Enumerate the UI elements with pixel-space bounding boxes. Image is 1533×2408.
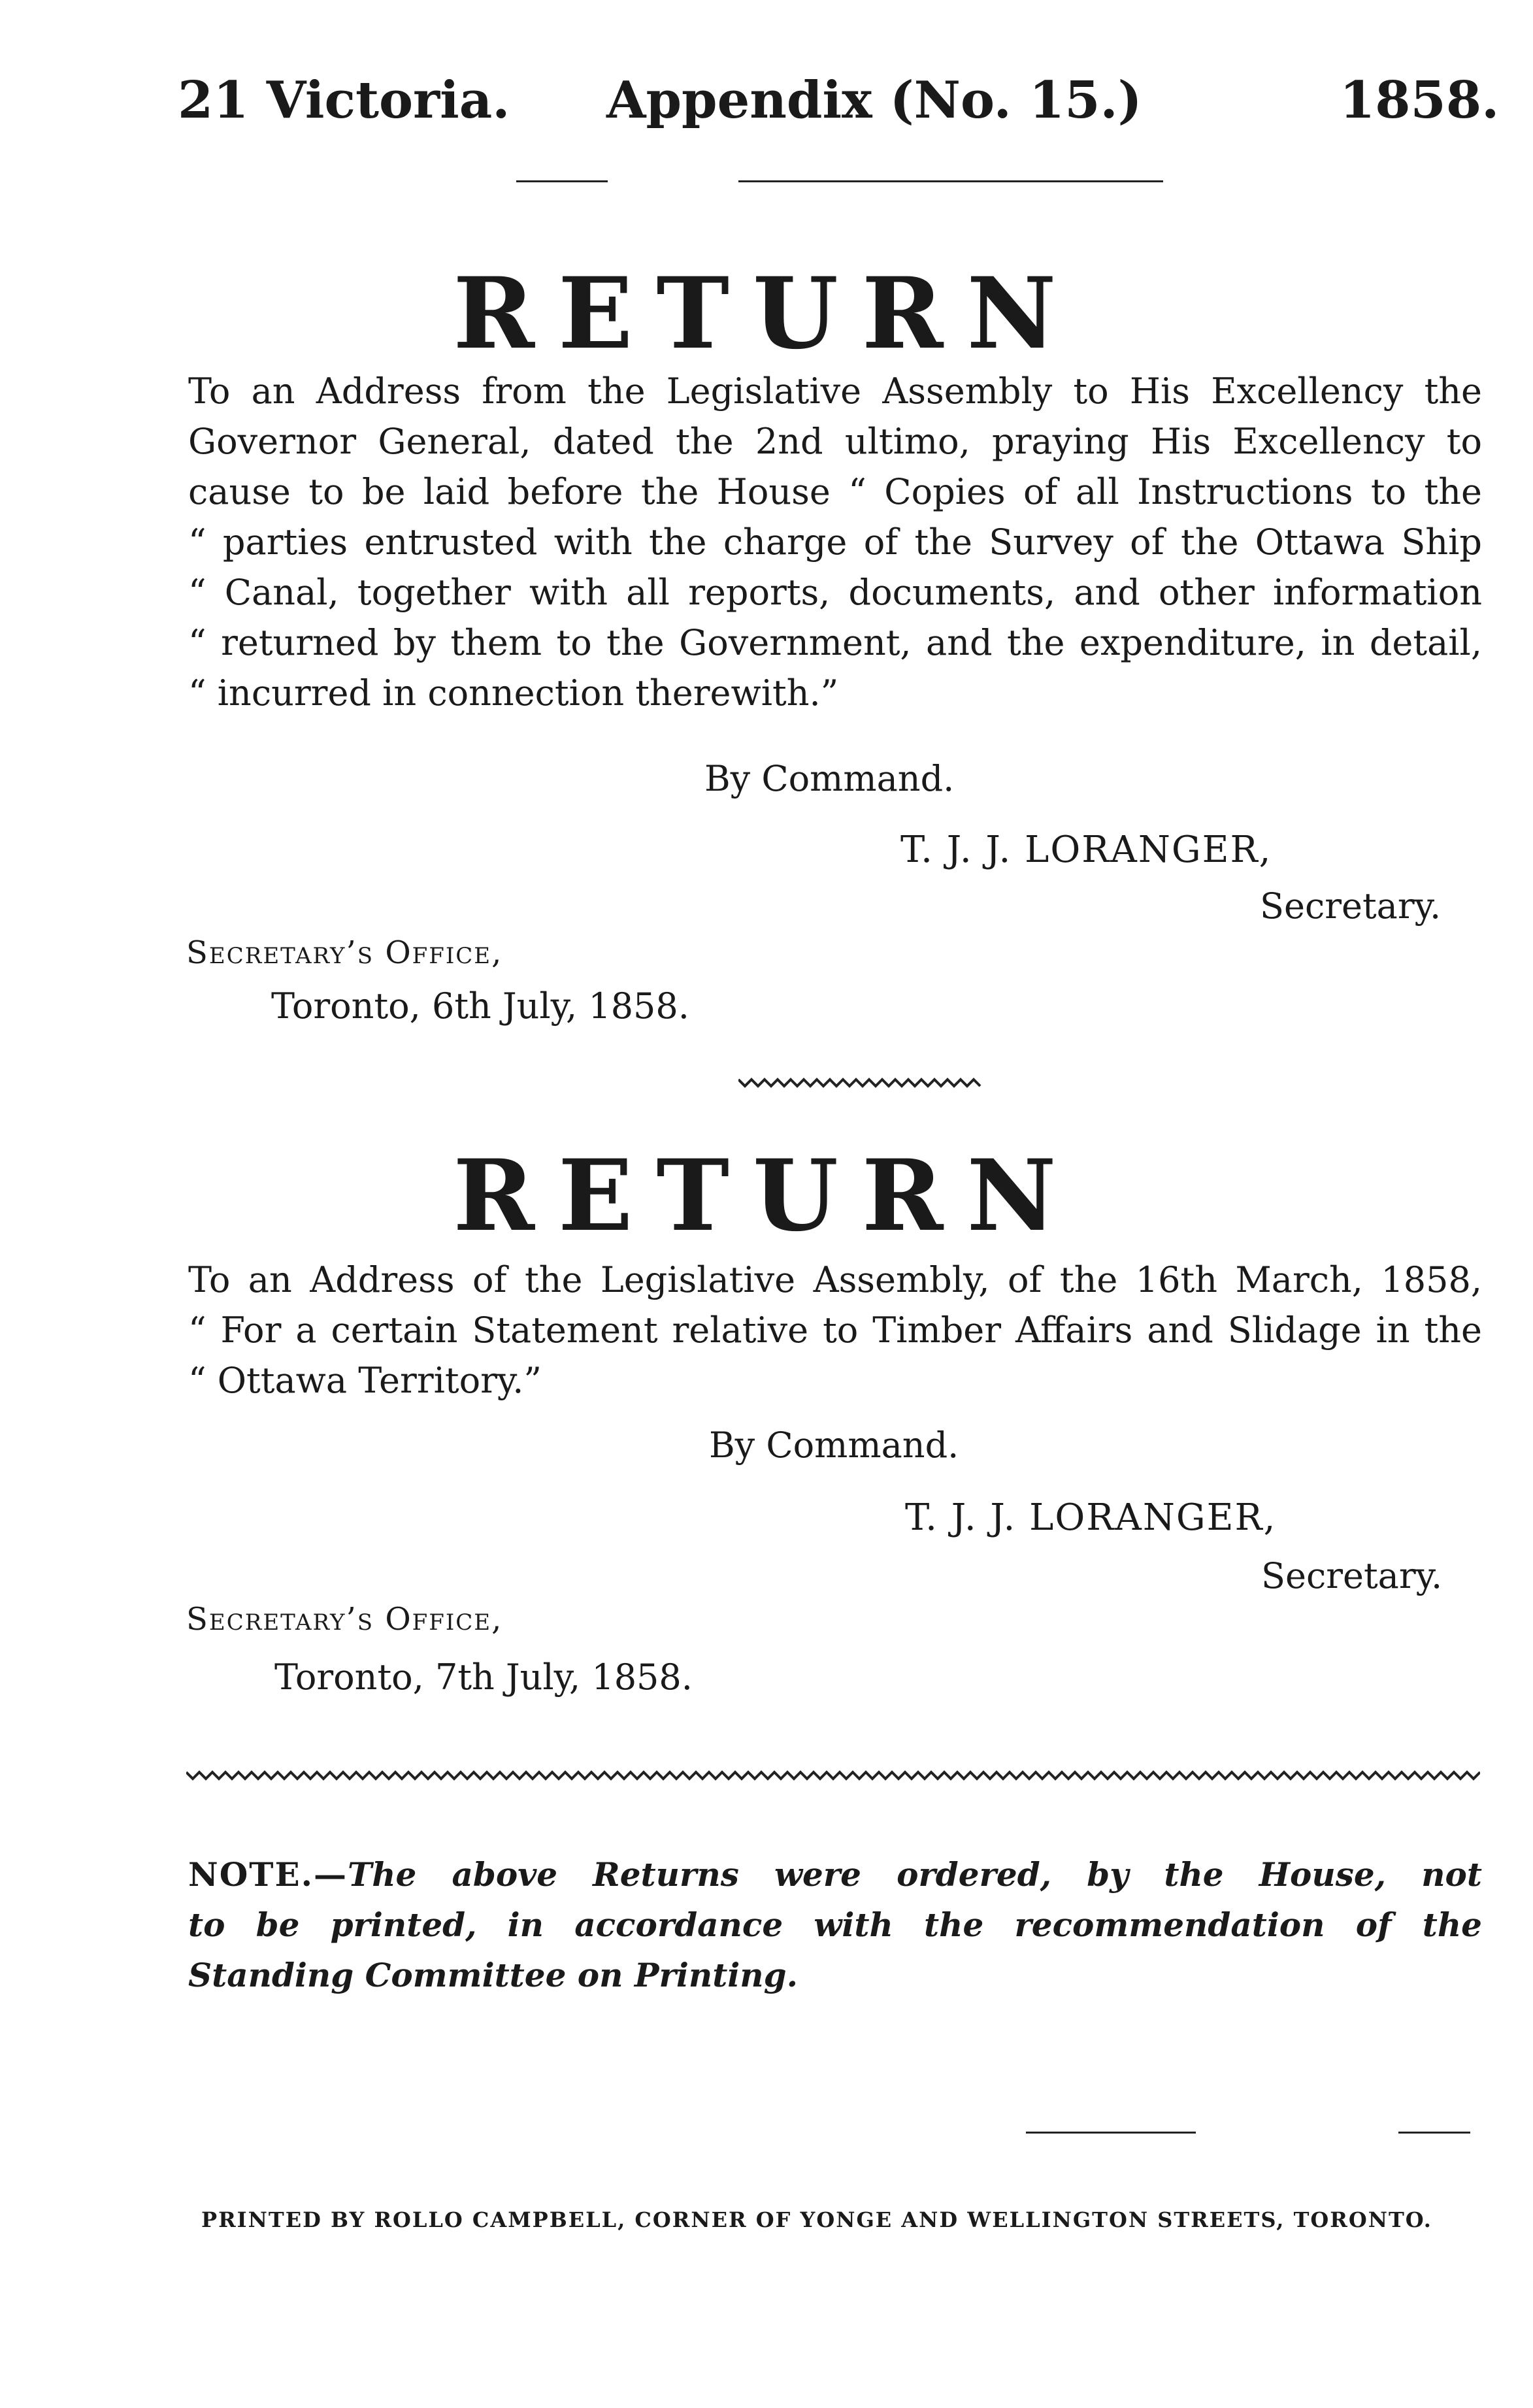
secretary-office: Secretary’s Office, — [186, 1601, 503, 1638]
wavy-ornament — [738, 1072, 987, 1091]
note-line: to be printed, in accordance with the recommendation of the — [188, 1905, 1482, 1944]
return-address-paragraph — [188, 366, 1482, 718]
note-line-text: The above Returns were ordered, by the House, not — [347, 1855, 1482, 1894]
paragraph-line: “ Canal, together with all reports, documents, and other information — [188, 572, 1482, 613]
return-title: RETURN — [453, 256, 1080, 371]
wavy-ornament-long — [186, 1764, 1480, 1784]
note-line: Standing Committee on Printing. — [188, 1956, 799, 1994]
signatory-title: Secretary. — [1261, 1555, 1443, 1596]
paragraph-line: Governor General, dated the 2nd ultimo, praying His Excellency to — [188, 421, 1482, 462]
signatory-title: Secretary. — [1260, 885, 1442, 927]
note-line — [188, 1849, 1482, 1900]
paragraph-line: cause to be laid before the House “ Copies of all Instructions to the — [188, 471, 1482, 512]
office-date: Toronto, 6th July, 1858. — [271, 985, 689, 1027]
header-year: 1858. — [1340, 71, 1500, 130]
secretary-office: Secretary’s Office, — [186, 934, 503, 971]
paragraph-line: “ For a certain Statement relative to Timber Affairs and Slidage in the — [188, 1310, 1482, 1351]
paragraph-line: To an Address of the Legislative Assembly, of the 16th March, 1858, — [188, 1259, 1482, 1300]
note-paragraph — [188, 1849, 1482, 2000]
by-command: By Command. — [704, 758, 955, 799]
signatory-name: T. J. J. LORANGER, — [905, 1496, 1277, 1539]
office-date: Toronto, 7th July, 1858. — [274, 1657, 693, 1698]
return-title: RETURN — [453, 1138, 1080, 1253]
by-command: By Command. — [709, 1425, 959, 1466]
note-lead: NOTE.— — [188, 1855, 348, 1894]
footer-rule-left — [1026, 2132, 1196, 2134]
return-address-paragraph — [188, 1255, 1482, 1406]
paragraph-line: “ parties entrusted with the charge of the Survey of the Ottawa Ship — [188, 521, 1482, 563]
header-appendix: Appendix (No. 15.) — [606, 71, 1142, 130]
paragraph-line: “ incurred in connection therewith.” — [188, 672, 839, 714]
header-rule-right — [738, 180, 1163, 182]
paragraph-line: To an Address from the Legislative Assembly to His Excellency the — [188, 371, 1482, 412]
header-regnal-year: 21 Victoria. — [178, 71, 510, 130]
header-rule-left — [516, 180, 608, 182]
printer-imprint: PRINTED BY ROLLO CAMPBELL, CORNER OF YONGE AND WELLINGTON STREETS, TORONTO. — [201, 2207, 1432, 2232]
paragraph-line: “ returned by them to the Government, and the expenditure, in detail, — [188, 622, 1482, 663]
footer-rule-right — [1398, 2132, 1470, 2134]
signatory-name: T. J. J. LORANGER, — [900, 829, 1272, 871]
paragraph-line: “ Ottawa Territory.” — [188, 1360, 542, 1401]
